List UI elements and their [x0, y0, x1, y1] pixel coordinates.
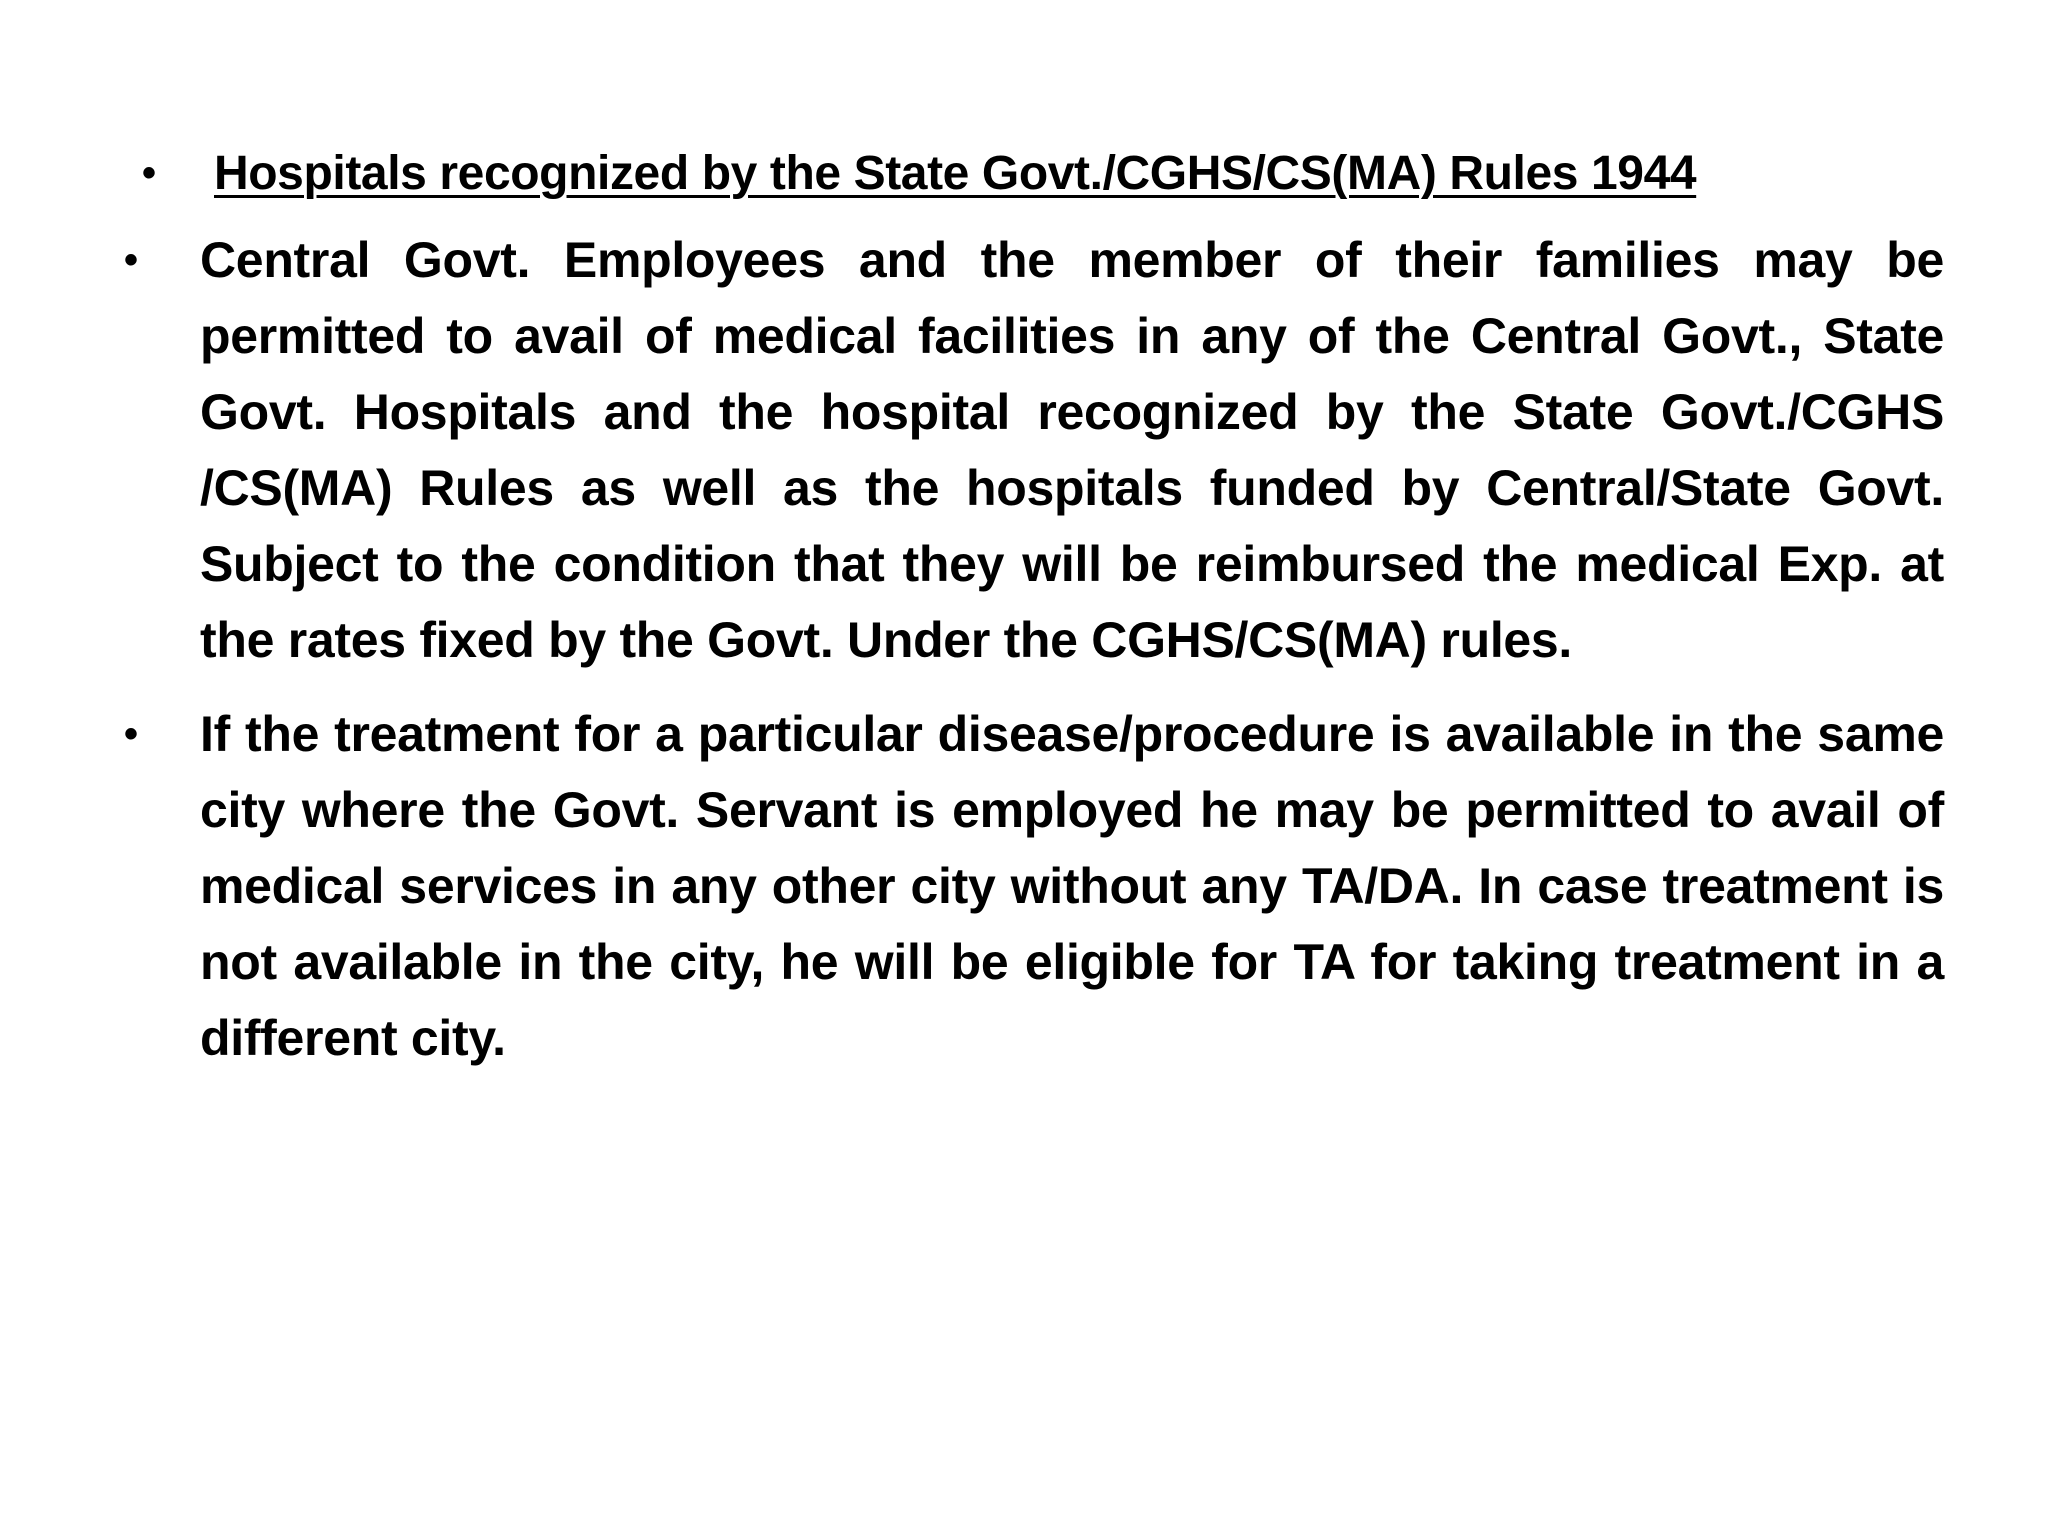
bullet-text: If the treatment for a particular disease/procedure is available in the same city where the Govt. Servant is employed he may be permitted to avail of medical services in any other city without any TA/DA. In case treatment is not available in the city, he will be eligible for TA for taking treatment in a different city.: [200, 706, 1944, 1066]
bullet-item-treatment: [110, 696, 1944, 1076]
heading-text: Hospitals recognized by the State Govt./CGHS/CS(MA) Rules 1944: [214, 146, 1697, 200]
slide-heading: [128, 138, 1928, 208]
bullet-marker: •: [142, 151, 157, 195]
bullet-list: [110, 222, 1944, 1094]
bullet-marker: •: [124, 238, 139, 282]
bullet-text: Central Govt. Employees and the member of their families may be permitted to avail of medical facilities in any of the Central Govt., State Govt. Hospitals and the hospital recognized by the State Govt./CGHS /CS(MA) Rules as well as the hospitals funded by Central/State Govt. Subject to the condition that they will be reimbursed the medical Exp. at the rates fixed by the Govt. Under the CGHS/CS(MA) rules.: [200, 232, 1944, 668]
bullet-item-central-govt: [110, 222, 1944, 678]
bullet-marker: •: [124, 712, 139, 756]
